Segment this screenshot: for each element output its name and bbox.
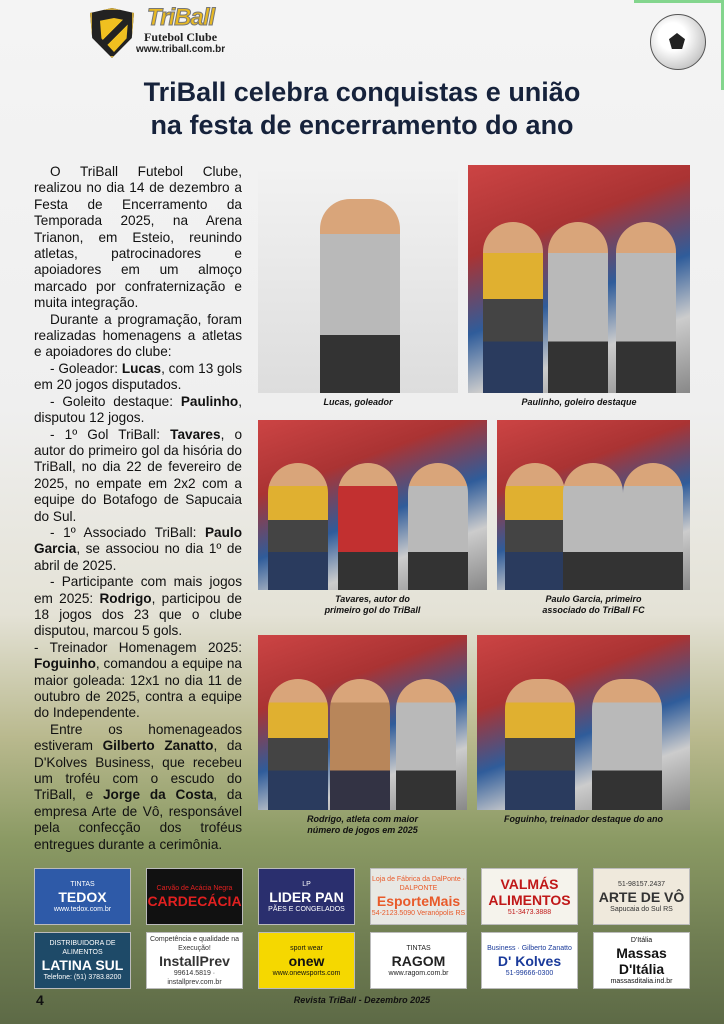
article-paragraph	[34, 574, 242, 640]
sponsor-contact: www.tedox.com.br	[53, 905, 112, 913]
caption-line: Rodrigo, atleta com maior	[306, 814, 419, 824]
honoree-name: Lucas	[121, 360, 162, 376]
sponsor-ad	[258, 868, 355, 925]
caption-paulinho: Paulinho, goleiro destaque	[521, 397, 637, 407]
paragraph-text: , com 13 gols em 20 jogos disputados.	[34, 360, 242, 393]
sponsor-ad	[370, 932, 467, 989]
honoree-name: Gilberto Zanatto	[102, 738, 214, 754]
paragraph-text: , disputou 12 jogos.	[34, 393, 242, 426]
logo-subtitle: Futebol Clube	[144, 30, 218, 44]
sponsor-ad	[593, 932, 690, 989]
paragraph-text: O TriBall Futebol Clube, realizou no dia 14 de dezembro a Festa de Encerramento da Temporada 2025, na Arena Trianon, em Esteio, reunindo atletas, patrocinadores e apoiadores em um almoço marcado por confraternização e muita integração.	[34, 164, 242, 311]
sponsor-tagline: Business · Gilberto Zanatto	[487, 944, 572, 952]
sponsor-contact: www.ragom.com.br	[388, 969, 449, 977]
honoree-name: Tavares	[170, 426, 221, 442]
sponsor-tagline: Competência e qualidade na Execução!	[149, 935, 240, 952]
photo-paulo-garcia	[497, 420, 690, 590]
sponsor-contact: www.onewsports.com	[272, 969, 341, 977]
article-paragraph	[34, 361, 242, 394]
title-line-1: TriBall celebra conquistas e união	[143, 77, 581, 107]
caption-rodrigo	[258, 814, 467, 836]
sponsor-contact: 54-2123.5090 Veranópolis RS	[371, 910, 466, 917]
logo-text	[136, 6, 225, 56]
caption-line: Paulo Garcia, primeiro	[545, 594, 642, 604]
title-line-2: na festa de encerramento do ano	[150, 110, 574, 140]
sponsor-tagline: LP	[302, 880, 311, 888]
sponsor-ad	[34, 932, 131, 989]
honoree-name: Foguinho	[34, 656, 96, 672]
sponsor-tagline: DISTRIBUIDORA DE ALIMENTOS	[49, 940, 116, 956]
sponsor-name: VALMÁS ALIMENTOS	[488, 876, 571, 908]
sponsor-tagline: Carvão de Acácia Negra	[156, 885, 233, 892]
paragraph-text: Durante a programação, foram realizadas homenagens a atletas e apoiadores do clube:	[34, 311, 242, 360]
paragraph-text: Entre os homenageados estiveram	[34, 721, 242, 754]
sponsor-ad	[593, 868, 690, 925]
sponsor-ad	[146, 932, 243, 989]
sponsor-ad	[146, 868, 243, 925]
sponsor-contact: 51-99666-0300	[505, 969, 554, 977]
caption-foguinho: Foguinho, treinador destaque do ano	[504, 814, 663, 824]
paragraph-text: , participou de 18 jogos dos 23 que o clube disputou, marcou 5 gols.	[34, 590, 242, 639]
photo-lucas	[258, 165, 458, 393]
sponsor-ad	[481, 932, 578, 989]
sponsor-name: LATINA SUL	[41, 957, 124, 973]
article-paragraph	[34, 312, 242, 361]
sponsor-contact: massasditalia.ind.br	[610, 977, 673, 985]
sponsor-name: Massas D'Itália	[616, 944, 667, 977]
paragraph-text: - Goleador:	[50, 360, 122, 376]
sponsor-contact: Sapucaia do Sul RS	[610, 905, 673, 913]
issue-footer: Revista TriBall - Dezembro 2025	[293, 995, 431, 1005]
sponsor-name: RAGOM	[391, 952, 446, 969]
sponsor-ad	[481, 868, 578, 925]
paragraph-text: , comandou a equipe na maior goleada: 12x1 no dia 11 de outubro de 2025, contra a equipe do Independente.	[34, 656, 242, 721]
sponsor-name: LIDER PAN	[269, 888, 344, 905]
paragraph-text: , o autor do primeiro gol da hisória do TriBall, no dia 22 de fevereiro de 2025, no empate em 2x2 com a equipe do Botafogo de Sapucaia do Sul.	[34, 426, 243, 524]
paragraph-text: - Participante com mais jogos em 2025:	[34, 574, 242, 606]
caption-line: primeiro gol do TriBall	[324, 605, 421, 615]
sponsor-tagline: TINTAS	[406, 944, 431, 952]
photo-paulinho	[468, 165, 690, 393]
caption-tavares	[258, 594, 487, 616]
sponsor-tagline: D'Itália	[630, 936, 653, 944]
caption-paulo-garcia	[497, 594, 690, 616]
soccer-ball-icon	[650, 14, 706, 70]
caption-line: número de jogos em 2025	[307, 825, 418, 835]
sponsor-name: InstallPrev	[159, 952, 230, 969]
sponsor-name: ARTE DE VÔ	[598, 888, 685, 905]
article-paragraph	[34, 722, 242, 853]
photo-foguinho	[477, 635, 690, 810]
caption-line: Tavares, autor do	[335, 594, 410, 604]
sponsor-name: CARDECÁCIA	[147, 893, 242, 909]
photo-tavares	[258, 420, 487, 590]
photo-rodrigo	[258, 635, 467, 810]
triball-logo	[90, 6, 230, 60]
paragraph-text: , se associou no dia 1º de abril de 2025.	[34, 541, 242, 573]
article-paragraph	[34, 164, 242, 312]
sponsor-name: EsporteMais	[376, 893, 461, 909]
sponsor-name: TEDOX	[58, 888, 107, 905]
sponsor-contact: PÃES E CONGELADOS	[268, 905, 345, 913]
honoree-name: Jorge da Costa	[103, 787, 214, 803]
honoree-name: Paulo Garcia	[34, 524, 242, 557]
sponsor-ad	[34, 868, 131, 925]
paragraph-text: , da D'Kolves Business, que recebeu um troféu com o escudo do TriBall, e	[34, 738, 242, 803]
article-paragraph	[34, 427, 242, 525]
article-paragraph	[34, 525, 242, 574]
article-title	[0, 76, 724, 142]
logo-name: TriBall	[146, 4, 215, 31]
sponsor-tagline: 51-98157.2437	[617, 880, 666, 888]
paragraph-text: - 1º Gol TriBall:	[50, 426, 171, 442]
paragraph-text: - Treinador Homenagem 2025:	[34, 639, 242, 655]
honoree-name: Rodrigo	[99, 590, 152, 606]
honoree-name: Paulinho	[180, 393, 239, 409]
sponsor-name: D' Kolves	[497, 952, 562, 969]
sponsor-contact: Telefone: (51) 3783.8200	[43, 974, 122, 981]
paragraph-text: - Goleito destaque:	[50, 393, 181, 409]
article-body	[34, 164, 242, 853]
sponsor-tagline: sport wear	[290, 944, 323, 952]
sponsor-contact: 51-3473.3888	[507, 909, 552, 916]
logo-url: www.triball.com.br	[136, 44, 226, 55]
sponsor-ad	[258, 932, 355, 989]
sponsor-tagline: TINTAS	[70, 880, 95, 888]
article-paragraph	[34, 640, 242, 722]
article-paragraph	[34, 394, 242, 427]
caption-line: associado do TriBall FC	[542, 605, 645, 615]
paragraph-text: , da empresa Arte de Vô, responsável pela confecção dos troféus entregues durante a cerimônia.	[34, 787, 243, 852]
sponsor-contact: 99614.5819 · installprev.com.br	[167, 969, 222, 986]
shield-icon	[90, 8, 134, 58]
page-number: 4	[36, 992, 44, 1008]
sponsor-name: onew	[288, 952, 325, 969]
caption-lucas: Lucas, goleador	[323, 397, 393, 407]
sponsor-tagline: Loja de Fábrica da DalPonte · DALPONTE	[372, 876, 465, 892]
sponsor-ad	[370, 868, 467, 925]
paragraph-text: - 1º Associado TriBall:	[50, 524, 205, 540]
